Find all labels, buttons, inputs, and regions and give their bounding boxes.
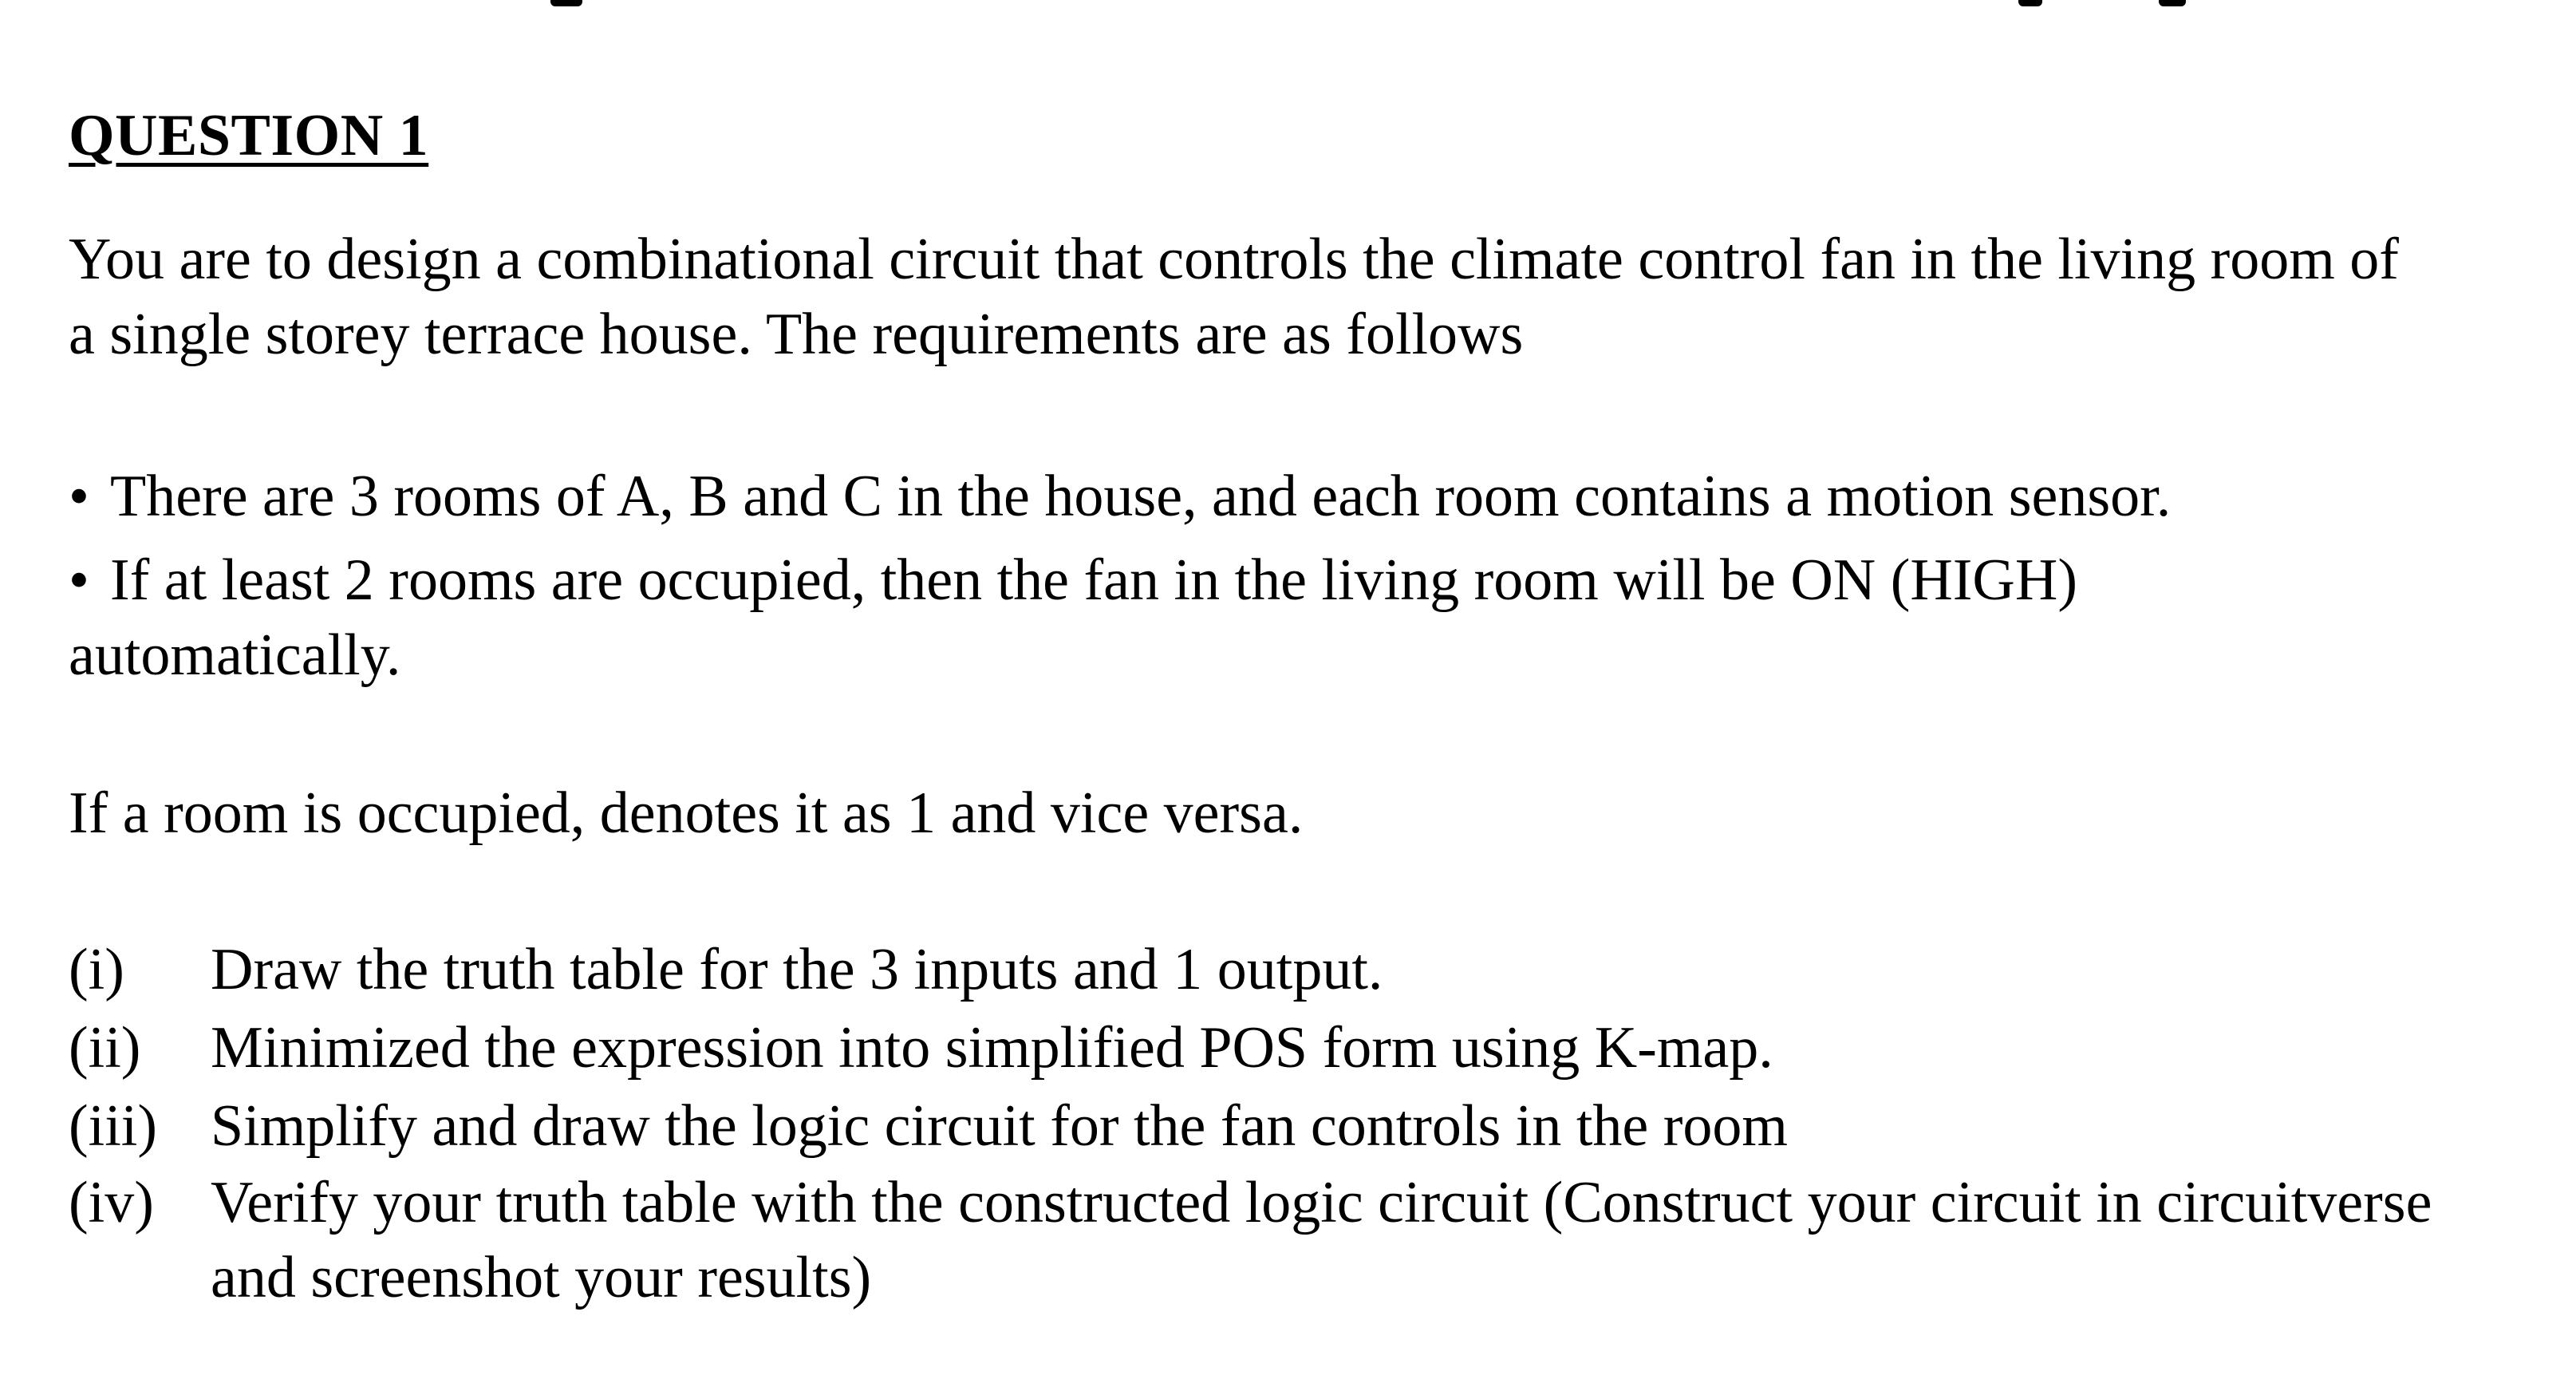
task-number: (i): [69, 937, 124, 1002]
bullet-item-fan-rule: [69, 543, 2077, 618]
task-item-ii: [69, 1010, 1773, 1085]
task-text: Verify your truth table with the constructed logic circuit (Construct your circuit in circuitverse: [211, 1170, 2432, 1235]
question-heading: QUESTION 1: [69, 103, 429, 168]
bullet-item-rooms: [69, 459, 2171, 534]
task-text-continuation: and screenshot your results): [211, 1245, 872, 1310]
task-item-iv: [69, 1165, 2432, 1315]
task-item-iii: [69, 1089, 1788, 1164]
task-text: Minimized the expression into simplified POS form using K-map.: [211, 1015, 1773, 1081]
intro-line-2: a single storey terrace house. The requirements are as follows: [69, 302, 1524, 367]
bullet-text: If at least 2 rooms are occupied, then the fan in the living room will be ON (HIGH): [110, 547, 2077, 613]
task-number: (iii): [69, 1093, 157, 1159]
task-text: Simplify and draw the logic circuit for the fan controls in the room: [211, 1093, 1788, 1159]
task-number: (iv): [69, 1170, 154, 1235]
task-item-i: [69, 932, 1383, 1007]
clipped-text-fragment: [550, 0, 582, 6]
occupancy-note: If a room is occupied, denotes it as 1 and vice versa.: [69, 780, 1304, 846]
bullet-continuation: automatically.: [69, 622, 401, 688]
bullet-text: There are 3 rooms of A, B and C in the house, and each room contains a motion sensor.: [110, 464, 2172, 529]
clipped-text-fragment: [2018, 0, 2042, 6]
task-text: Draw the truth table for the 3 inputs and 1 output.: [211, 937, 1383, 1002]
bullet-dot-icon: •: [69, 547, 89, 613]
clipped-text-fragment: [2159, 0, 2186, 6]
task-number: (ii): [69, 1015, 141, 1081]
bullet-dot-icon: •: [69, 464, 89, 529]
intro-line-1: You are to design a combinational circuit that controls the climate control fan in the living room of: [69, 227, 2399, 292]
